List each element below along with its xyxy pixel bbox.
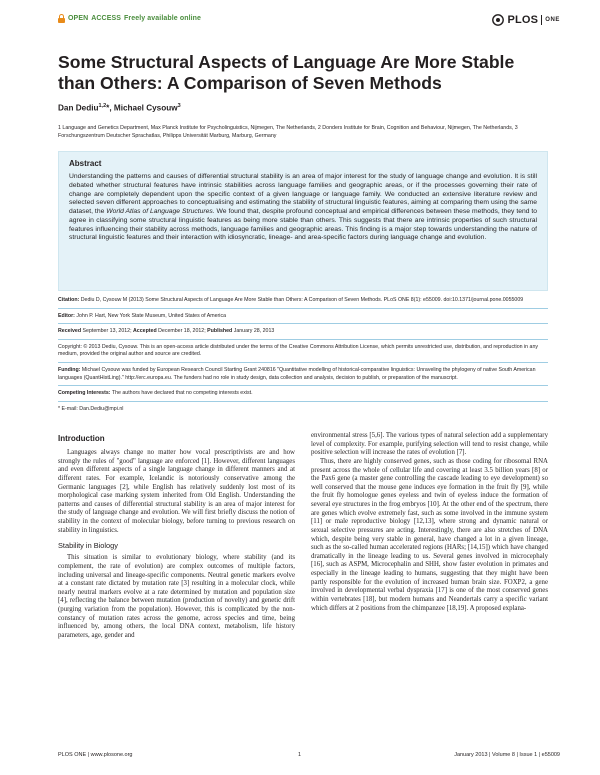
abstract-text bbox=[69, 173, 537, 243]
received-label: Received bbox=[58, 328, 82, 335]
editor-text: John P. Hart, New York State Museum, United States of America bbox=[74, 312, 226, 319]
citation-label: Citation: bbox=[58, 297, 80, 303]
citation-text[interactable]: Dediu D, Cysouw M (2013) Some Structural Aspects of Language Are More Stable than Others: A Comparison of Seven Methods. PLoS ONE 8(1): e55009. doi:10.1371/journal.pone.0055009 bbox=[79, 297, 524, 303]
divider bbox=[58, 308, 548, 309]
one-wordmark: ONE bbox=[545, 17, 560, 23]
freely-available-label: Freely available online bbox=[124, 15, 202, 22]
divider bbox=[58, 362, 548, 363]
copyright: Copyright: © 2013 Dediu, Cysouw. This is an open-access article distributed under the terms of the Creative Commons Attribution License, which permits unrestricted use, distribution, and reproduction in any medium, provided the original author and source are credited. bbox=[58, 343, 539, 358]
funding-text: Michael Cysouw was funded by European Research Council Starting Grant 240816 "Quantitative modelling of historical-comparative linguistics: Unraveling the phylogeny of native South American languages (QuantHistLing)." http://erc.europa.eu. The funders had no role in study design, data collection and analysis, decision to publish, or preparation of the manuscript. bbox=[58, 366, 536, 381]
divider bbox=[58, 323, 548, 324]
editor-label: Editor: bbox=[58, 312, 75, 319]
abstract-heading: Abstract bbox=[69, 159, 102, 168]
abstract-dataset-name: World Atlas of Language Structures bbox=[106, 208, 213, 215]
dates bbox=[58, 328, 548, 336]
funding-label: Funding: bbox=[58, 366, 81, 373]
body-column-left bbox=[58, 432, 295, 641]
paragraph: environmental stress [5,6]. The various types of natural selection add a supplementary level of complexity. For example, purifying selection will tend to resist change, while positive selection will increase the rates of evolution [7]. bbox=[311, 432, 548, 457]
author-name[interactable]: Dan Dediu bbox=[58, 103, 99, 113]
footer-issue: January 2013 | Volume 8 | Issue 1 | e55009 bbox=[454, 752, 560, 758]
open-access-badge bbox=[58, 14, 201, 23]
article-metadata bbox=[58, 297, 548, 416]
article-title: Some Structural Aspects of Language Are More Stable than Others: A Comparison of Seven Methods bbox=[58, 52, 515, 93]
divider bbox=[58, 339, 548, 340]
paragraph: Thus, there are highly conserved genes, such as those coding for ribosomal RNA present across the whole of cellular life and covering at least 3.5 billion years [8] or the Pax6 gene (a master gene controlling the cascade leading to eye development) so well conserved that the mouse gene induces eye formation in the fruit fly [9], while the fruit fly homologue genes eyeless and twin of eyeless induce the formation of several eye structures in the frog embryos [10]. At the other end of the spectrum, there are genes which evolve extremely fast, such as some involved in the immune system [11] or male reproductive biology [12,13], where strong and dynamic natural or sexual selective pressures are acting. Interestingly, there are also stretches of DNA which, despite being very stable in general, have changed a lot in a given lineage, such as the so-called human accelerated regions (HARs; [14,15]) which have changed dramatically in the lineage leading to us. Several genes involved in microcephaly [16], such as ASPM, Microcephalin and SHH, show faster evolution in primates and especially in the lineage leading to humans, suggesting that they might have been partly responsible for the evolution of increased human brain size. FOXP2, a gene involved in developmental verbal dyspraxia [17] is one of the most conserved genes within vertebrates [18], but modern humans and Neandertals carry a specific variant which differs at 2 positions from the chimpanzee [18,19]. A proposed explana- bbox=[311, 457, 548, 612]
email[interactable]: * E-mail: Dan.Dediu@mpi.nl bbox=[58, 405, 124, 412]
abstract-text-part: Understanding the patterns and causes of differential structural stability is an area of major interest for the study of language change and evolution. It is still debated whether structural features have intrinsic stabilities across language families and geographic areas, or if the processes governing their rate of change are completely dependent upon the specific context of a given language or language family. We conducted an extensive literature review and selected seven different approaches to conceptualising and estimating the stability of structural linguistic features, aiming at comparing them using the same dataset, the bbox=[69, 173, 537, 215]
plos-mark-icon bbox=[492, 14, 504, 26]
editor bbox=[58, 313, 548, 321]
paragraph: This situation is similar to evolutionary biology, where stability (and its complement, the rate of evolution) are complex outcomes of multiple factors, including universal and lineage-specific components. Neutral genetic markers evolve at a constant rate dictated by mutation rate [3] resulting in a molecular clock, while nearly neutral markers evolve at a rate determined by mutation and population size [4], reflecting the balance between mutation (production of novelty) and genetic drift (purging variation from the population). However, this is complicated by the non-constancy of mutation rates across the genome, across species and time, being influenced by, among others, the local DNA context, metabolism, life history parameters, age, gender and bbox=[58, 554, 295, 639]
plos-wordmark: PLOS bbox=[507, 14, 539, 26]
body-column-right bbox=[311, 432, 548, 613]
subsection-heading-stability: Stability in Biology bbox=[58, 541, 118, 551]
divider bbox=[58, 401, 548, 402]
accepted-label: Accepted bbox=[133, 328, 157, 335]
accepted-date: December 18, 2012; bbox=[156, 328, 208, 335]
plos-one-logo[interactable] bbox=[492, 14, 560, 26]
author-list bbox=[58, 103, 181, 113]
competing-label: Competing Interests: bbox=[58, 390, 111, 397]
section-heading-introduction: Introduction bbox=[58, 434, 105, 443]
page-number: 1 bbox=[298, 752, 302, 758]
affiliations: 1 Language and Genetics Department, Max Planck Institute for Psycholinguistics, Nijmegen, The Netherlands, 2 Donders Institute for Brain, Cognition and Behaviour, Nijmegen, The Netherlands, 3 Forschungszentrum Deutscher Sprachatlas, Philipps Universität Marburg, Marburg, Germany bbox=[58, 125, 518, 139]
author-affiliation-marker: 3 bbox=[177, 103, 181, 109]
competing-interests bbox=[58, 390, 548, 398]
footer-journal[interactable]: PLOS ONE | www.plosone.org bbox=[58, 752, 133, 758]
abstract-box bbox=[58, 151, 548, 291]
published-date: January 28, 2013 bbox=[232, 328, 275, 335]
received-date: September 13, 2012; bbox=[81, 328, 134, 335]
citation bbox=[58, 297, 548, 305]
abstract-text-part: . We found that, despite profound conceptual and empirical differences between these methods, they tend to agree in classifying some structural linguistic features as being more stable than others. This suggests that there are intrinsic properties of such structural features influencing their stability across methods, language families and geographic areas. This finding is a major step towards understanding the nature of structural linguistic features and their interaction with idiosyncratic, lineage- and area-specific factors during language change and evolution. bbox=[69, 208, 538, 242]
page-footer bbox=[58, 752, 560, 758]
author-affiliation-marker: 1,2 bbox=[98, 103, 107, 109]
access-label: ACCESS bbox=[91, 15, 122, 22]
open-label: OPEN bbox=[68, 15, 89, 22]
open-lock-icon bbox=[58, 14, 65, 23]
divider bbox=[58, 385, 548, 386]
journal-header bbox=[58, 14, 560, 30]
published-label: Published bbox=[207, 328, 233, 335]
logo-divider bbox=[541, 15, 542, 25]
competing-text: The authors have declared that no competing interests exist. bbox=[110, 390, 253, 397]
paragraph: Languages always change no matter how vocal prescriptivists are and how strongly the rules of "good" language are enforced [1]. However, different languages and even different aspects of a single language change in different manners and at different rates. For example, Icelandic is notoriously conservative among the Germanic languages [2], while English has relatively suddenly lost most of its morphological case marking system inherited from Old English. Understanding the patterns and causes of differential structural stability is an area of major interest for the study of language change and evolution. We will first briefly discuss the notion of stability in the context of molecular biology, before turning to previous research on stability in linguistics. bbox=[58, 449, 295, 534]
funding bbox=[58, 367, 548, 382]
author-name[interactable]: Michael Cysouw bbox=[113, 103, 178, 113]
author-separator: *, bbox=[106, 103, 114, 113]
